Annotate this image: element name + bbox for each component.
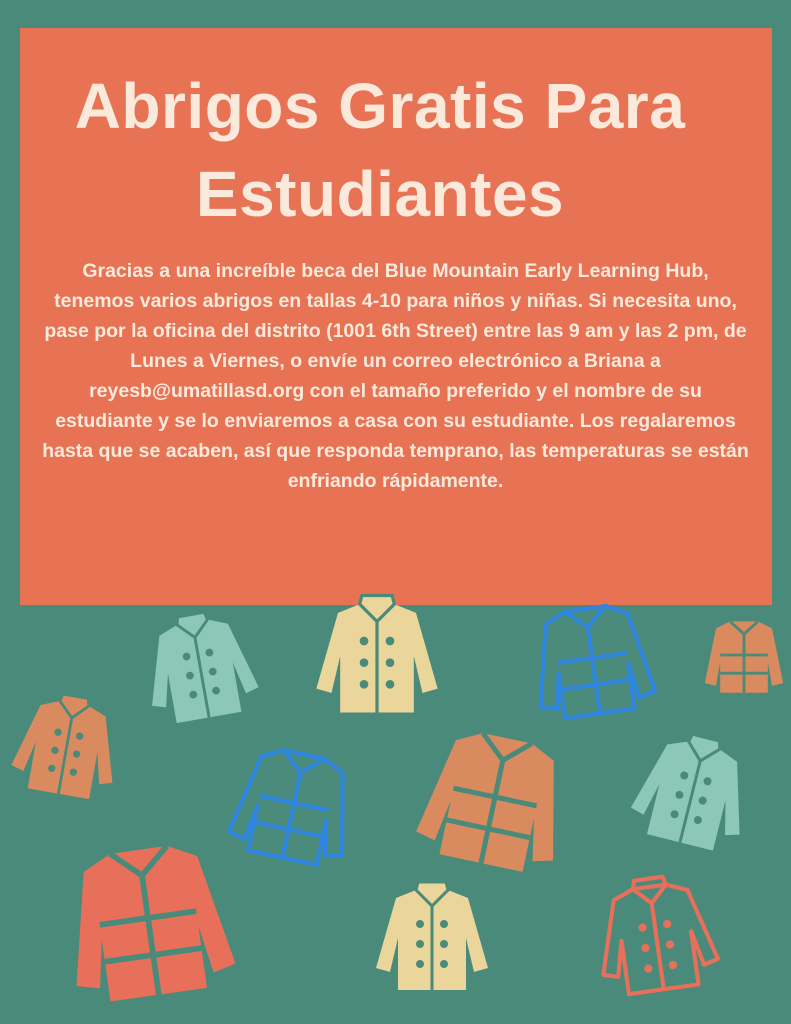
jacket-icon-coral-outline bbox=[594, 872, 718, 996]
puffer-jacket-icon-blue bbox=[232, 738, 356, 868]
jacket-icon-cream bbox=[312, 588, 442, 720]
puffer-jacket-icon-coral bbox=[62, 830, 234, 1006]
flyer-title bbox=[0, 62, 760, 238]
title-line-1: Abrigos Gratis Para bbox=[74, 70, 686, 142]
puffer-jacket-icon-blue bbox=[530, 595, 654, 721]
puffer-jacket-icon-tan bbox=[702, 612, 786, 698]
jacket-icon-teal bbox=[630, 730, 756, 850]
flyer-body-text: Gracias a una increíble beca del Blue Mountain Early Learning Hub, tenemos varios abrigos en tallas 4-10 para niños y niñas. Si necesita uno, pase por la oficina del distrito (1001 6th Street) entre las 9 am y las 2 pm, de Lunes a Viernes, o envíe un correo electrónico a Briana a reyesb@umatillasd.org con el tamaño preferido y el nombre de su estudiante y se lo enviaremos a casa con su estudiante. Los regalaremos hasta que se acaben, así que responda temprano, las temperaturas se están enfriando rápidamente. bbox=[42, 260, 749, 492]
title-line-2: Estudiantes bbox=[195, 158, 565, 230]
puffer-jacket-icon-tan bbox=[420, 722, 570, 872]
jacket-icon-teal bbox=[138, 608, 262, 724]
jacket-icon-cream bbox=[372, 876, 492, 996]
jacket-icon-tan bbox=[12, 690, 122, 800]
